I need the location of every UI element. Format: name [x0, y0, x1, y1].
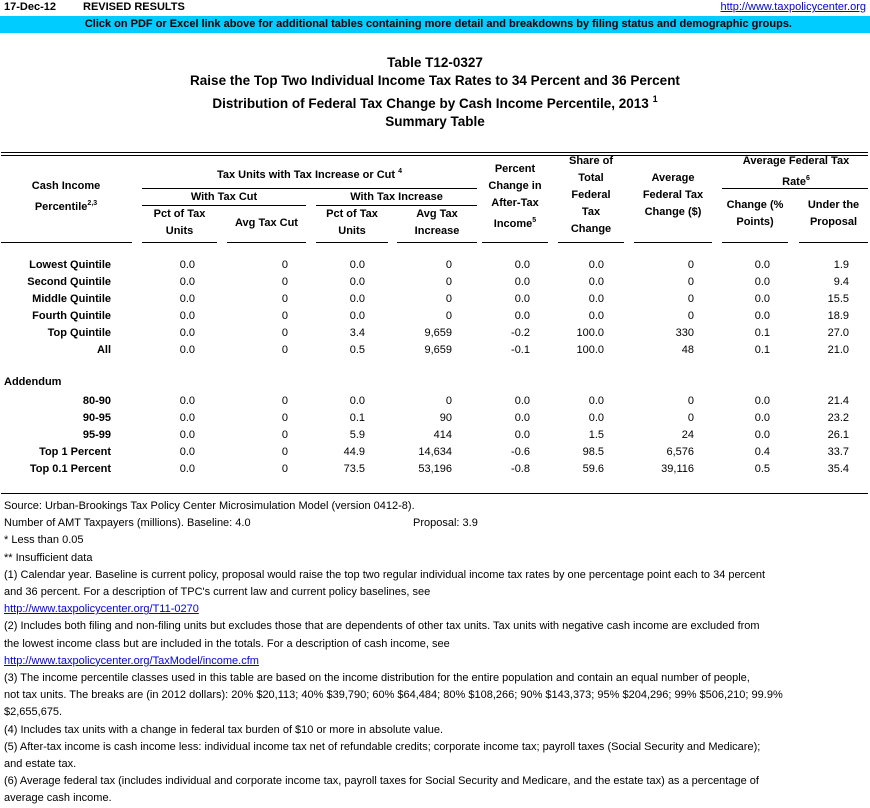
title-line-3: Summary Table — [385, 114, 485, 129]
cell: 9,659 — [424, 344, 452, 356]
cell: 44.9 — [343, 446, 365, 458]
note-4: (4) Includes tax units with a change in federal tax burden of $10 or more in absolute value. — [4, 723, 444, 736]
cell: 48 — [681, 344, 694, 356]
note-1-link[interactable]: http://www.taxpolicycenter.org/T11-0270 — [4, 603, 199, 616]
addendum-row — [0, 427, 870, 444]
cell: 0.0 — [514, 395, 530, 407]
rule — [397, 242, 477, 243]
cell: 1.9 — [833, 259, 849, 271]
cell: 1.5 — [588, 429, 604, 441]
cell: 0 — [281, 395, 288, 407]
row-label: 95-99 — [82, 429, 111, 441]
row-label: Middle Quintile — [32, 293, 111, 305]
cell: 0.0 — [588, 412, 604, 424]
cell: 0.0 — [514, 310, 530, 322]
cell: 0.0 — [349, 276, 365, 288]
row-label: 90-95 — [82, 412, 111, 424]
cell: -0.2 — [511, 327, 530, 339]
footnote-ref: 1 — [652, 94, 658, 104]
col-header-pct-units-inc: Pct of Tax Units — [326, 208, 378, 237]
note-5-cont: and estate tax. — [4, 758, 77, 771]
cell: 0.0 — [179, 344, 195, 356]
cell: 0.0 — [514, 259, 530, 271]
cell: -0.8 — [511, 463, 530, 475]
col-header-avg-fed-change: Average Federal Tax Change ($) — [642, 172, 704, 218]
col-header-under-proposal: Under the Proposal — [807, 199, 860, 228]
cell: 0.0 — [179, 429, 195, 441]
cell: 0.0 — [179, 259, 195, 271]
footnotes — [4, 498, 868, 808]
cell: 0.0 — [349, 310, 365, 322]
cell: 0.0 — [179, 276, 195, 288]
cell: 0.0 — [179, 446, 195, 458]
col-header-share: Share of Total Federal Tax Change — [568, 155, 613, 235]
cell: 0.1 — [349, 412, 365, 424]
cell: 0.0 — [754, 412, 770, 424]
note-2: (2) Includes both filing and non-filing units but excludes those that are dependents of other tax units. Tax units with negative cash income are excluded from — [4, 620, 760, 633]
table-row — [0, 291, 870, 308]
cell: 53,196 — [418, 463, 452, 475]
rule — [558, 242, 624, 243]
rule — [1, 242, 132, 243]
col-header-percentile — [4, 178, 128, 216]
cell: 0.0 — [588, 395, 604, 407]
col-group-with-cut: With Tax Cut — [190, 191, 258, 203]
cell: 0.0 — [754, 293, 770, 305]
cell: 0.0 — [349, 259, 365, 271]
cell: 0 — [445, 293, 452, 305]
hdr-text: Cash Income — [31, 180, 101, 192]
cell: 15.5 — [827, 293, 849, 305]
cell: 0 — [687, 310, 694, 322]
rule — [142, 242, 217, 243]
cell: 0.0 — [514, 293, 530, 305]
rule — [799, 242, 868, 243]
cell: 0.0 — [514, 429, 530, 441]
addendum-row — [0, 410, 870, 427]
cell: 0.0 — [179, 395, 195, 407]
cell: 0.0 — [754, 395, 770, 407]
cell: 39,116 — [661, 463, 694, 475]
cell: 0.4 — [754, 446, 770, 458]
row-label: 80-90 — [82, 395, 111, 407]
banner-text: Click on PDF or Excel link above for additional tables containing more detail and breakdowns by filing status and demographic groups. — [84, 18, 792, 30]
cell: 0.0 — [179, 412, 195, 424]
row-label: Lowest Quintile — [29, 259, 111, 271]
cell: 33.7 — [827, 446, 849, 458]
table-row — [0, 308, 870, 325]
cell: 0.5 — [754, 463, 770, 475]
note-6-cont: average cash income. — [4, 792, 112, 805]
cell: 98.5 — [582, 446, 604, 458]
cell: 18.9 — [827, 310, 849, 322]
table-bottom-rule — [1, 493, 868, 494]
table-row — [0, 325, 870, 342]
table-row — [0, 257, 870, 274]
cell: 0.0 — [588, 259, 604, 271]
hdr-text: Percentile$^{2,3}$ — [34, 200, 98, 213]
amt-proposal: Proposal: 3.9 — [413, 517, 478, 530]
rule — [722, 188, 868, 189]
info-banner — [0, 16, 870, 33]
col-group-tax-units: Tax Units with Tax Increase or Cut $^4$ — [216, 168, 403, 181]
cell: 0.0 — [349, 395, 365, 407]
cell: 14,634 — [418, 446, 452, 458]
cell: 0 — [445, 276, 452, 288]
cell: 0.0 — [514, 412, 530, 424]
addendum-label: Addendum — [4, 376, 62, 388]
col-header-change-points: Change (% Points) — [726, 199, 784, 228]
cell: 21.0 — [827, 344, 849, 356]
revised-label: REVISED RESULTS — [83, 1, 185, 13]
cell: 0.0 — [179, 463, 195, 475]
col-header-pct-change: Percent Change in After-Tax Income$^5$ — [488, 163, 542, 230]
cell: 0 — [445, 395, 452, 407]
cell: 0 — [687, 259, 694, 271]
rule — [227, 242, 306, 243]
cell: 100.0 — [576, 327, 604, 339]
note-2-link[interactable]: http://www.taxpolicycenter.org/TaxModel/income.cfm — [4, 654, 259, 667]
row-label: Top 0.1 Percent — [29, 463, 111, 475]
row-label: Top 1 Percent — [39, 446, 111, 458]
cell: 0 — [281, 293, 288, 305]
cell: 0.1 — [754, 327, 770, 339]
site-link[interactable]: http://www.taxpolicycenter.org — [720, 1, 866, 13]
cell: 9,659 — [424, 327, 452, 339]
rule — [482, 242, 548, 243]
cell: 0 — [281, 259, 288, 271]
cell: 0 — [281, 429, 288, 441]
col-header-avg-cut: Avg Tax Cut — [235, 217, 298, 229]
cell: 0.1 — [754, 344, 770, 356]
cell: 0.0 — [179, 310, 195, 322]
cell: 0.5 — [349, 344, 365, 356]
col-header-avg-increase: Avg Tax Increase — [414, 208, 460, 237]
note-2-cont: the lowest income class but are included in the totals. For a description of cash income, see — [4, 637, 450, 650]
row-label: Fourth Quintile — [32, 310, 111, 322]
cell: 0.0 — [754, 276, 770, 288]
col-group-avg-rate: Average Federal Tax Rate$^6$ — [742, 155, 850, 188]
cell: 9.4 — [833, 276, 849, 288]
cell: 3.4 — [349, 327, 365, 339]
source-note: Source: Urban-Brookings Tax Policy Center Microsimulation Model (version 0412-8). — [4, 500, 415, 512]
cell: 23.2 — [827, 412, 849, 424]
note-3-cont: not tax units. The breaks are (in 2012 dollars): 20% $20,113; 40% $39,790; 60% $64,484; 80% $108,266; 90% $143,373; 95% $204,296; 99% $506,210; 99.9% — [4, 689, 783, 702]
cell: 0.0 — [179, 293, 195, 305]
cell: 0.0 — [349, 293, 365, 305]
cell: 6,576 — [666, 446, 694, 458]
cell: 27.0 — [827, 327, 849, 339]
cell: 35.4 — [827, 463, 849, 475]
note-3: (3) The income percentile classes used in this table are based on the income distribution for the entire population and contain an equal number of people, — [4, 672, 750, 685]
cell: 0 — [445, 259, 452, 271]
rule — [722, 242, 788, 243]
rule — [634, 242, 712, 243]
cell: 330 — [675, 327, 694, 339]
row-label: Second Quintile — [27, 276, 111, 288]
cell: 0.0 — [514, 276, 530, 288]
cell: 0.0 — [754, 310, 770, 322]
cell: -0.6 — [511, 446, 530, 458]
note-3-end: $2,655,675. — [4, 706, 63, 719]
note-1-cont: and 36 percent. For a description of TPC's current law and current policy baselines, see — [4, 586, 431, 599]
cell: 0 — [687, 395, 694, 407]
top-bar — [0, 0, 870, 15]
cell: 0 — [687, 293, 694, 305]
cell: 0 — [281, 412, 288, 424]
cell: 0 — [281, 344, 288, 356]
cell: 0.0 — [588, 276, 604, 288]
cell: 0 — [281, 446, 288, 458]
cell: 0 — [281, 463, 288, 475]
note-1: (1) Calendar year. Baseline is current policy, proposal would raise the top two regular individual income tax rates by one percentage point each to 34 percent — [4, 568, 766, 581]
amt-note: Number of AMT Taxpayers (millions). Baseline: 4.0 Proposal: 3.9 — [4, 515, 868, 532]
cell: 0 — [687, 412, 694, 424]
cell: 0 — [687, 276, 694, 288]
cell: -0.1 — [511, 344, 530, 356]
row-label: Top Quintile — [47, 327, 111, 339]
rule — [316, 242, 388, 243]
note-6: (6) Average federal tax (includes individual and corporate income tax, payroll taxes for Social Security and Medicare, and the estate tax) as a percentage of — [4, 775, 759, 788]
cell: 0.0 — [588, 293, 604, 305]
cell: 73.5 — [343, 463, 365, 475]
table-row — [0, 274, 870, 291]
addendum-row — [0, 393, 870, 410]
title-line-2-text: Distribution of Federal Tax Change by Cash Income Percentile, 2013 — [212, 96, 649, 111]
cell: 90 — [439, 412, 452, 424]
row-label: All — [96, 344, 111, 356]
cell: 59.6 — [582, 463, 604, 475]
cell: 0 — [281, 327, 288, 339]
cell: 0 — [281, 310, 288, 322]
cell: 100.0 — [576, 344, 604, 356]
cell: 0.0 — [588, 310, 604, 322]
table-row — [0, 342, 870, 359]
title-line-1: Raise the Top Two Individual Income Tax Rates to 34 Percent and 36 Percent — [190, 73, 680, 88]
cell: 24 — [681, 429, 694, 441]
addendum-row — [0, 444, 870, 461]
addendum-row — [0, 461, 870, 478]
cell: 21.4 — [827, 395, 849, 407]
cell: 0.0 — [754, 259, 770, 271]
col-header-pct-units-cut: Pct of Tax Units — [153, 208, 206, 237]
cell: 0 — [281, 276, 288, 288]
cell: 26.1 — [827, 429, 849, 441]
less-than-note: * Less than 0.05 — [4, 534, 84, 547]
report-date: 17-Dec-12 — [4, 1, 56, 13]
cell: 414 — [433, 429, 452, 441]
cell: 0.0 — [754, 429, 770, 441]
cell: 5.9 — [349, 429, 365, 441]
cell: 0 — [445, 310, 452, 322]
col-group-with-increase: With Tax Increase — [350, 191, 443, 203]
title-line-2 — [0, 90, 870, 113]
table-titles — [0, 54, 870, 131]
table-id: Table T12-0327 — [387, 55, 483, 70]
cell: 0.0 — [179, 327, 195, 339]
note-5: (5) After-tax income is cash income less: individual income tax net of refundable credits; corporate income tax; payroll taxes (Social Security and Medicare); — [4, 740, 761, 753]
insufficient-note: ** Insufficient data — [4, 551, 93, 564]
